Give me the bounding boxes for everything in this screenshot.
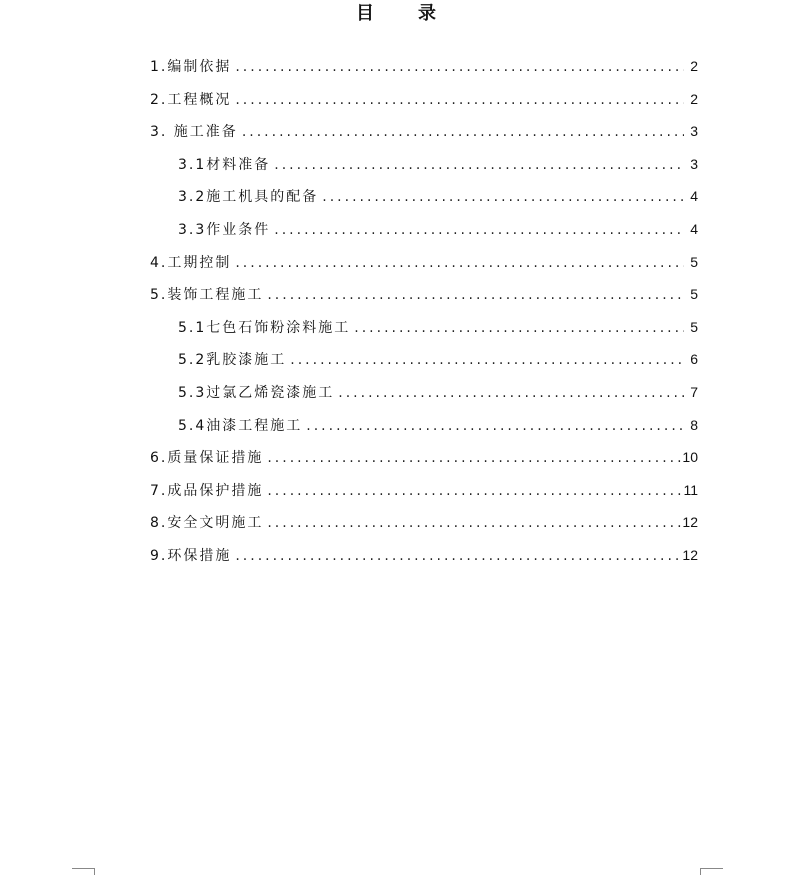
toc-dot-leader	[263, 442, 682, 475]
toc-page-number: 3	[690, 123, 698, 140]
toc-subentry[interactable]	[150, 376, 698, 409]
toc-entry[interactable]	[150, 83, 698, 116]
toc-entry-label: 3.3作业条件	[178, 221, 271, 238]
toc-entry[interactable]	[150, 278, 698, 311]
toc-entry-label: 9.环保措施	[150, 547, 232, 564]
toc-page-number: 7	[690, 383, 698, 400]
toc-entry[interactable]	[150, 539, 698, 572]
toc-dot-leader	[263, 475, 683, 508]
toc-page-number: 4	[690, 188, 698, 205]
toc-page-number: 12	[682, 546, 698, 563]
toc-title: 目录	[356, 3, 480, 24]
toc-dot-leader	[302, 410, 684, 443]
toc-dot-leader	[334, 377, 684, 410]
page-corner-crop-mark-left	[72, 868, 95, 875]
toc-page-number: 3	[690, 155, 698, 172]
toc-subentry[interactable]	[150, 409, 698, 442]
toc-dot-leader	[231, 51, 684, 84]
toc-dot-leader	[318, 181, 684, 214]
toc-page-number: 5	[690, 286, 698, 303]
toc-entry-label: 4.工期控制	[150, 254, 232, 271]
toc-entry-label: 5.2乳胶漆施工	[178, 352, 287, 369]
toc-subentry[interactable]	[150, 180, 698, 213]
toc-entry-label: 5.装饰工程施工	[150, 287, 264, 304]
toc-entry-label: 3.1材料准备	[178, 156, 271, 173]
toc-dot-leader	[350, 312, 684, 345]
toc-page-number: 10	[682, 449, 698, 466]
toc-page-number: 12	[682, 514, 698, 531]
toc-entry[interactable]	[150, 441, 698, 474]
toc-subentry[interactable]	[150, 311, 698, 344]
toc-dot-leader	[231, 247, 684, 280]
toc-entry-label: 5.1七色石饰粉涂料施工	[178, 319, 351, 336]
toc-entry-label: 6.质量保证措施	[150, 450, 264, 467]
toc-dot-leader	[263, 279, 684, 312]
toc-dot-leader	[270, 149, 684, 182]
toc-subentry[interactable]	[150, 213, 698, 246]
toc-subentry[interactable]	[150, 148, 698, 181]
toc-page-number: 11	[683, 481, 698, 498]
toc-dot-leader	[263, 507, 682, 540]
toc-page-number: 5	[690, 253, 698, 270]
toc-dot-leader	[231, 540, 682, 573]
table-of-contents	[150, 50, 698, 572]
toc-dot-leader	[270, 214, 684, 247]
toc-entry[interactable]	[150, 474, 698, 507]
toc-entry-label: 1.编制依据	[150, 59, 232, 75]
toc-entry-label: 3. 施工准备	[150, 124, 238, 141]
toc-entry-label: 7.成品保护措施	[150, 482, 264, 499]
toc-subentry[interactable]	[150, 343, 698, 376]
toc-entry-label: 2.工程概况	[150, 91, 232, 108]
toc-entry-label: 5.3过氯乙烯瓷漆施工	[178, 384, 335, 401]
toc-entry[interactable]	[150, 506, 698, 539]
toc-page-number: 2	[690, 58, 698, 74]
toc-page-number: 4	[690, 220, 698, 237]
toc-page-number: 6	[690, 351, 698, 368]
toc-dot-leader	[286, 344, 684, 377]
toc-entry[interactable]	[150, 246, 698, 279]
toc-dot-leader	[231, 84, 684, 117]
toc-page-number: 2	[690, 90, 698, 107]
toc-page-number: 8	[690, 416, 698, 433]
toc-entry[interactable]	[150, 115, 698, 148]
toc-page-number: 5	[690, 318, 698, 335]
page-corner-crop-mark-right	[700, 868, 723, 875]
toc-entry[interactable]	[150, 50, 698, 83]
toc-dot-leader	[238, 116, 684, 149]
toc-entry-label: 5.4油漆工程施工	[178, 417, 303, 434]
toc-entry-label: 3.2施工机具的配备	[178, 189, 319, 206]
toc-entry-label: 8.安全文明施工	[150, 515, 264, 532]
